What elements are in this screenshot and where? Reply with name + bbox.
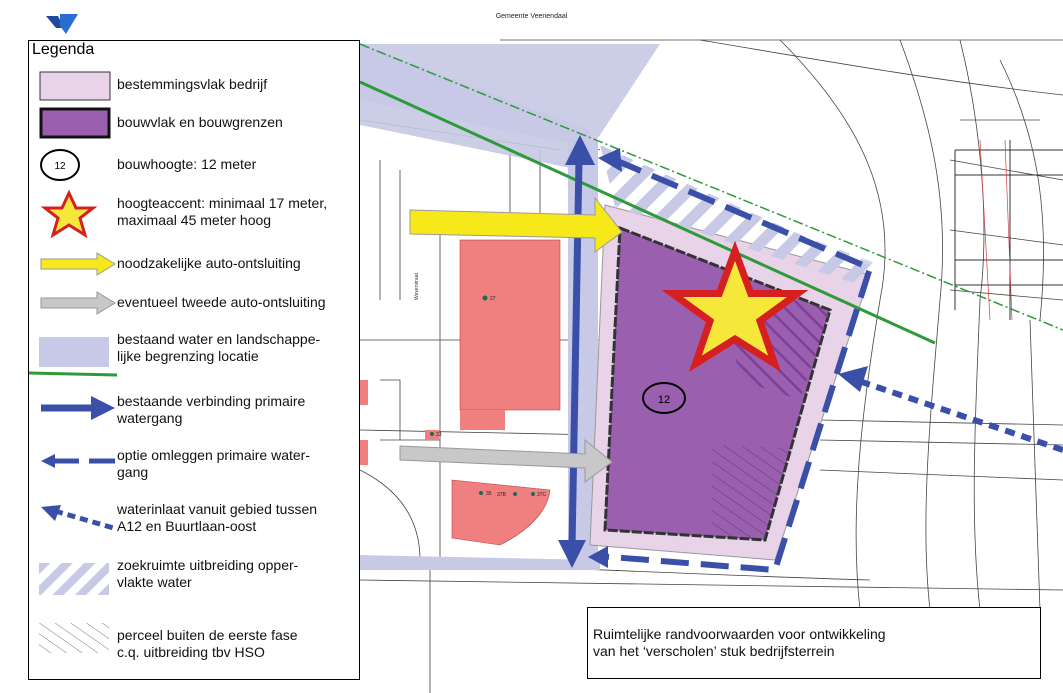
building-label: 37C <box>537 492 547 498</box>
building-label: 33 <box>436 432 442 438</box>
hatched-water-icon <box>39 563 111 597</box>
water-inlet-arrow <box>838 366 1063 450</box>
water-boundary-icon <box>29 337 119 377</box>
legend-label: perceel buiten de eerste fase c.q. uitbreiding tbv HSO <box>117 627 298 660</box>
existing-buildings <box>360 240 560 545</box>
svg-text:12: 12 <box>54 161 66 172</box>
street-label: Weverstraat <box>414 273 420 300</box>
legend-label: optie omleggen primaire water- gang <box>117 447 310 480</box>
building-height-label: 12 <box>657 394 671 406</box>
railway-lines <box>955 140 1063 320</box>
dashed-blue-arrow-icon <box>39 449 119 475</box>
map-caption-box <box>587 607 1041 679</box>
building-label: 35 <box>486 491 492 497</box>
grey-arrow-icon <box>39 290 119 316</box>
legend-label: bestemmingsvlak bedrijf <box>117 76 268 92</box>
water-bottom-strip <box>360 555 600 570</box>
legend-label: noodzakelijke auto-ontsluiting <box>117 255 301 271</box>
legend-label: bouwhoogte: 12 meter <box>117 156 257 172</box>
building-label: 37B <box>497 492 506 498</box>
page-title: Gemeente Veenendaal <box>495 13 568 20</box>
legend-label: zoekruimte uitbreiding opper- vlakte water <box>117 557 299 590</box>
blue-arrow-icon <box>39 393 119 423</box>
map-caption: Ruimtelijke randvoorwaarden voor ontwikkeling van het ‘verscholen’ stuk bedrijfsterrein <box>593 626 886 659</box>
building-area-swatch-icon <box>39 107 111 139</box>
map-legend <box>28 40 360 680</box>
legend-label: bestaand water en landschappe- lijke begrenzing locatie <box>117 331 321 364</box>
legend-title: Legenda <box>32 41 95 58</box>
dotted-blue-arrow-icon <box>39 505 119 535</box>
legend-label: eventueel tweede auto-ontsluiting <box>117 294 326 310</box>
yellow-arrow-icon <box>39 251 119 277</box>
legend-label: hoogteaccent: minimaal 17 meter, maximaal 45 meter hoog <box>117 195 328 228</box>
plot-swatch-icon <box>39 71 111 101</box>
legend-label: bouwvlak en bouwgrenzen <box>117 114 283 130</box>
thin-hatch-icon <box>39 623 111 657</box>
legend-label: bestaande verbinding primaire watergang <box>117 393 306 426</box>
legend-label: waterinlaat vanuit gebied tussen A12 en Buurtlaan-oost <box>117 501 318 534</box>
height-ellipse-icon <box>39 147 111 183</box>
building-label: 27 <box>490 296 496 302</box>
star-icon <box>39 189 111 241</box>
